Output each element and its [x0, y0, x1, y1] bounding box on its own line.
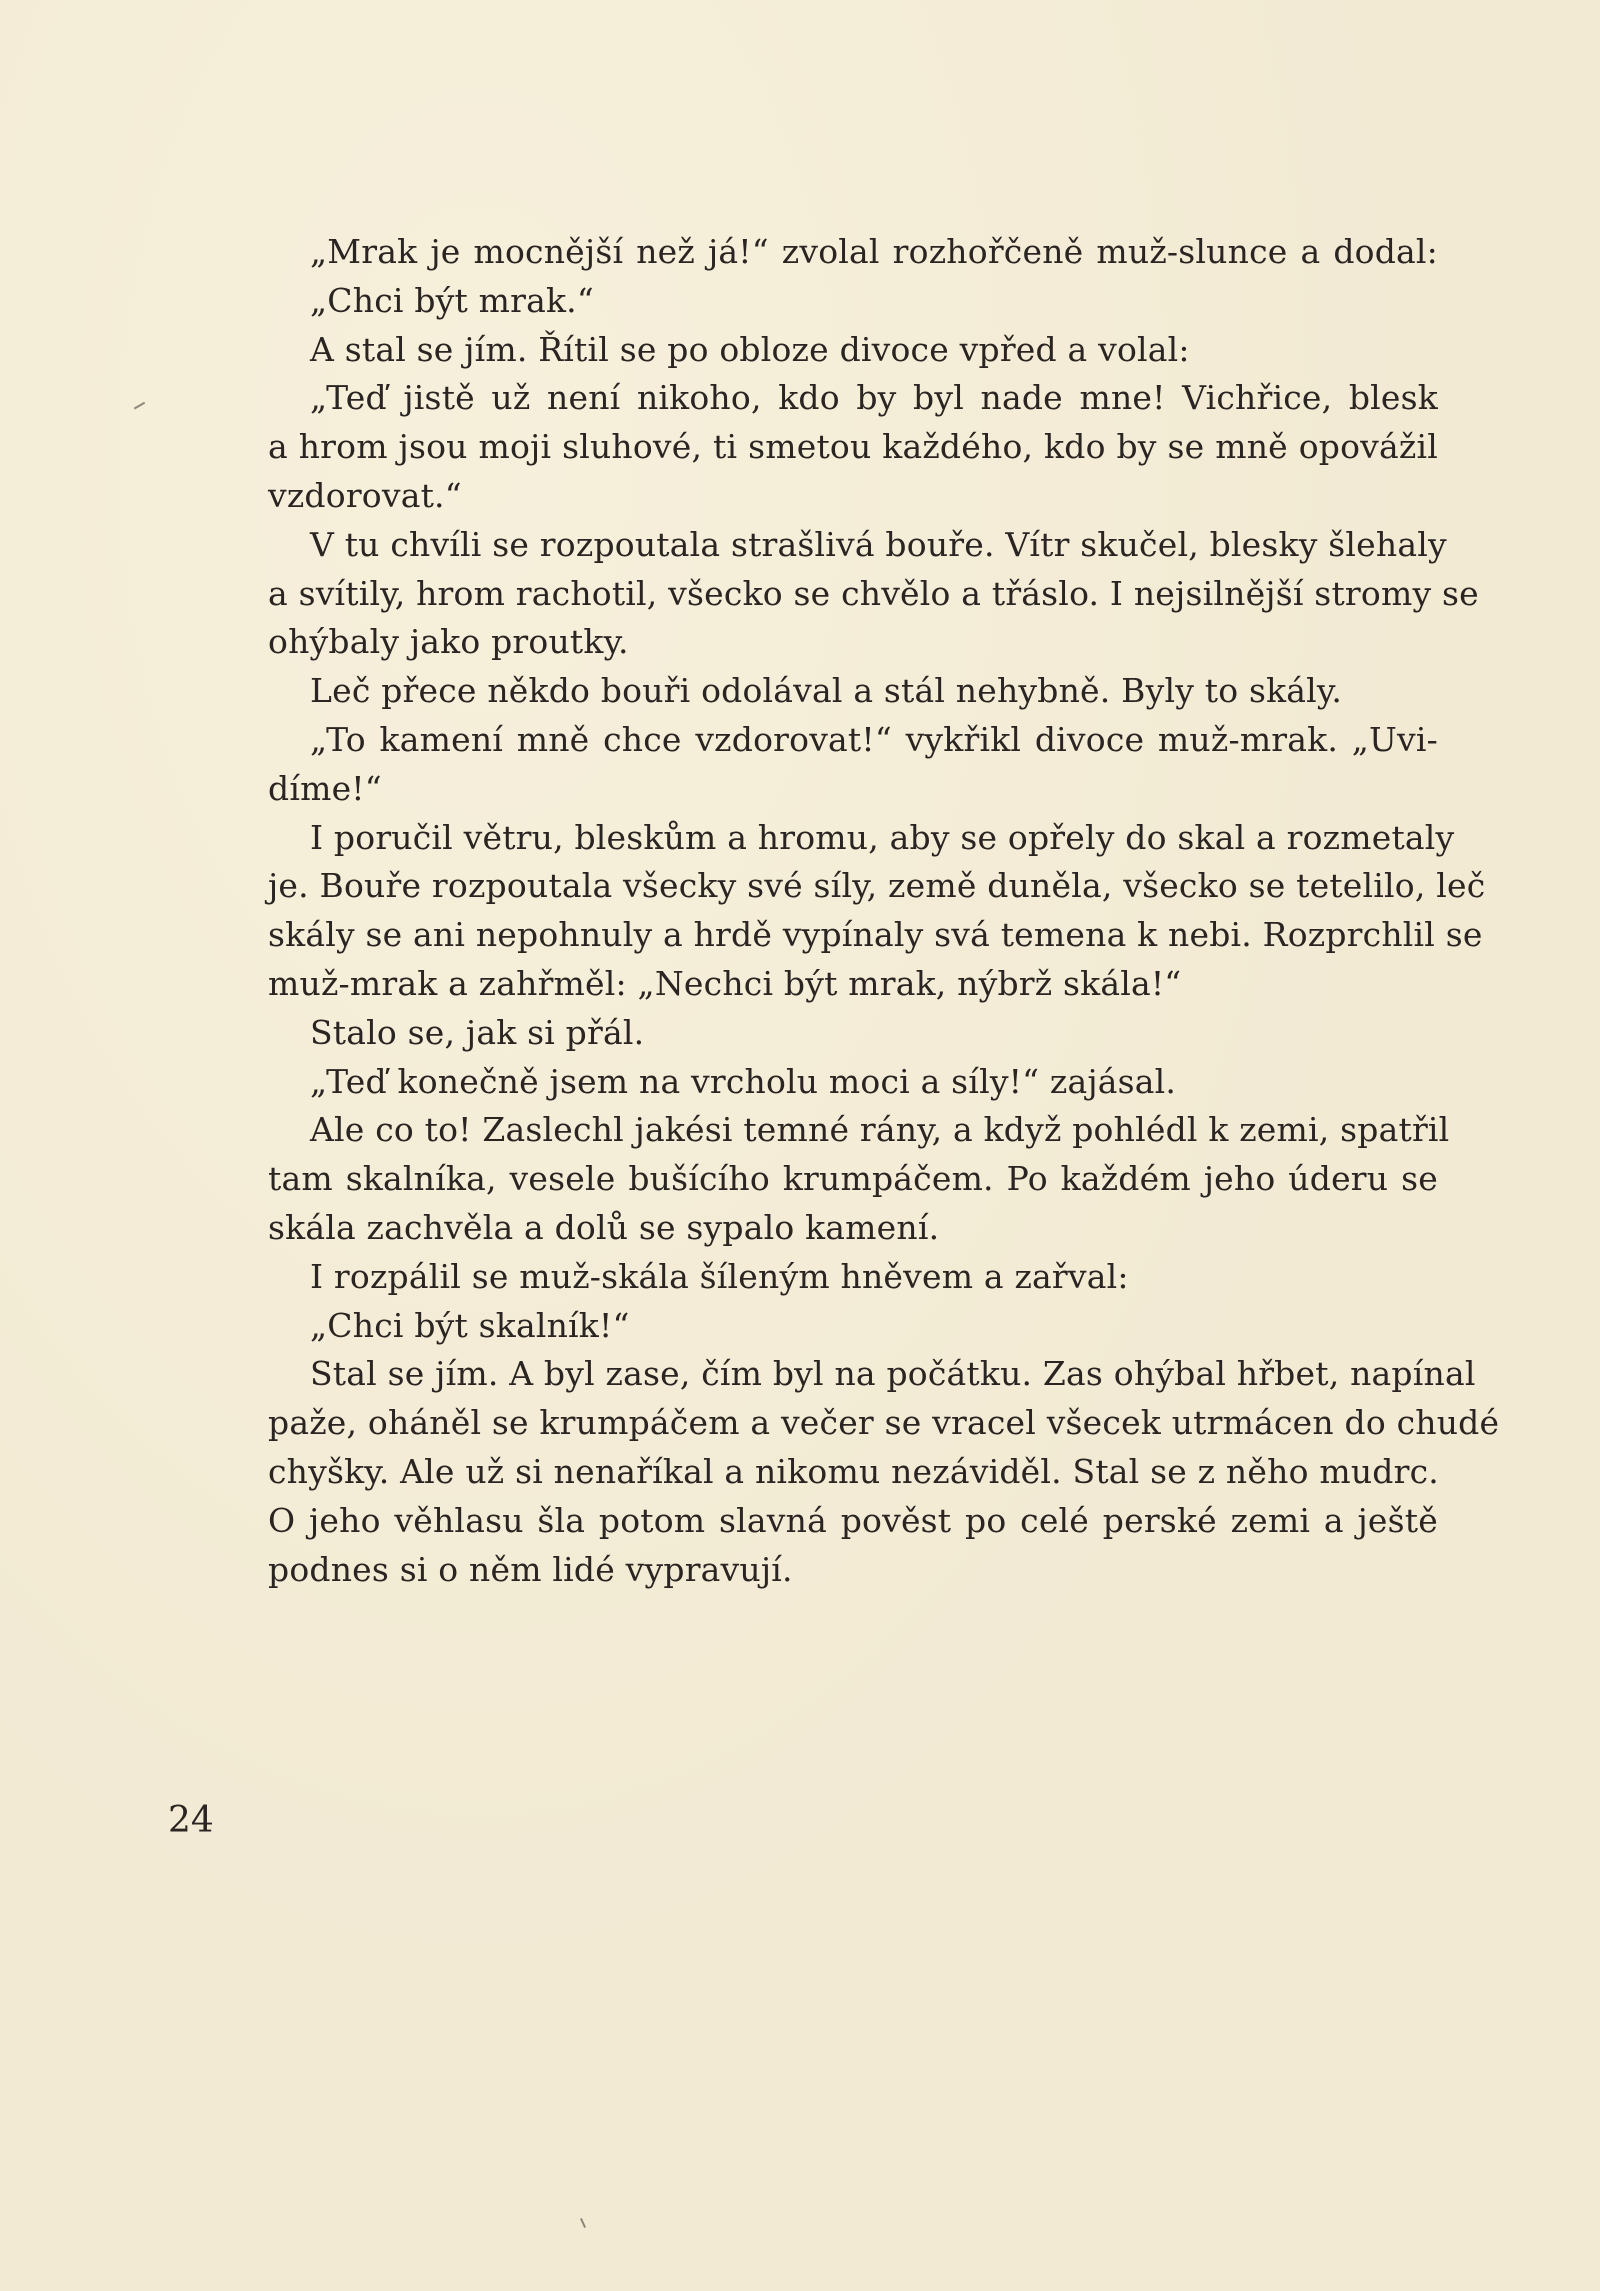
text-line: je. Bouře rozpoutala všecky své síly, země duněla, všecko se tetelilo, leč: [268, 866, 1486, 906]
text-line: tam skalníka, vesele bušícího krumpáčem. Po každém jeho úderu se: [268, 1159, 1438, 1199]
text-line: skály se ani nepohnuly a hrdě vypínaly svá temena k nebi. Rozprchlil se: [268, 915, 1483, 955]
page-number: 24: [168, 1800, 214, 1841]
text-line: paže, oháněl se krumpáčem a večer se vracel všecek utrmácen do chudé: [268, 1403, 1500, 1443]
text-line: O jeho věhlasu šla potom slavná pověst po celé perské zemi a ještě: [268, 1500, 1438, 1540]
text-line: Leč přece někdo bouři odolával a stál nehybně. Byly to skály.: [310, 671, 1343, 711]
paper-fleck: [580, 2218, 586, 2228]
text-line: I poručil větru, bleskům a hromu, aby se opřely do skal a rozmetaly: [310, 817, 1455, 857]
text-line: chyšky. Ale už si nenaříkal a nikomu nezáviděl. Stal se z něho mudrc.: [268, 1451, 1439, 1491]
text-line: ohýbaly jako proutky.: [268, 622, 629, 662]
text-line: „To kamení mně chce vzdorovat!“ vykřikl divoce muž-mrak. „Uvi-: [310, 719, 1438, 759]
text-line: Ale co to! Zaslechl jakési temné rány, a když pohlédl k zemi, spatřil: [310, 1110, 1450, 1150]
text-line: „Teď jistě už není nikoho, kdo by byl nade mne! Vichřice, blesk: [310, 378, 1438, 418]
text-line: „Teď konečně jsem na vrcholu moci a síly!“ zajásal.: [310, 1061, 1177, 1101]
text-line: I rozpálil se muž-skála šíleným hněvem a zařval:: [310, 1256, 1129, 1296]
text-line: a svítily, hrom rachotil, všecko se chvělo a třáslo. I nejsilnější stromy se: [268, 573, 1479, 613]
text-line: podnes si o něm lidé vypravují.: [268, 1549, 793, 1589]
text-line: V tu chvíli se rozpoutala strašlivá bouře. Vítr skučel, blesky šlehaly: [310, 524, 1447, 564]
text-line: díme!“: [268, 768, 382, 808]
body-text: [268, 228, 1500, 1594]
text-line: muž-mrak a zahřměl: „Nechci být mrak, nýbrž skála!“: [268, 963, 1182, 1003]
text-line: vzdorovat.“: [268, 475, 462, 515]
margin-pencil-mark: [134, 402, 150, 418]
text-line: A stal se jím. Řítil se po obloze divoce vpřed a volal:: [310, 329, 1190, 369]
text-line: skála zachvěla a dolů se sypalo kamení.: [268, 1207, 940, 1247]
text-line: a hrom jsou moji sluhové, ti smetou každého, kdo by se mně opovážil: [268, 427, 1438, 467]
text-line: Stal se jím. A byl zase, čím byl na počátku. Zas ohýbal hřbet, napínal: [310, 1354, 1476, 1394]
text-line: „Mrak je mocnější než já!“ zvolal rozhořčeně muž-slunce a dodal:: [310, 232, 1438, 271]
text-line: „Chci být skalník!“: [310, 1305, 630, 1345]
text-line: „Chci být mrak.“: [310, 280, 594, 320]
text-line: Stalo se, jak si přál.: [310, 1012, 645, 1052]
